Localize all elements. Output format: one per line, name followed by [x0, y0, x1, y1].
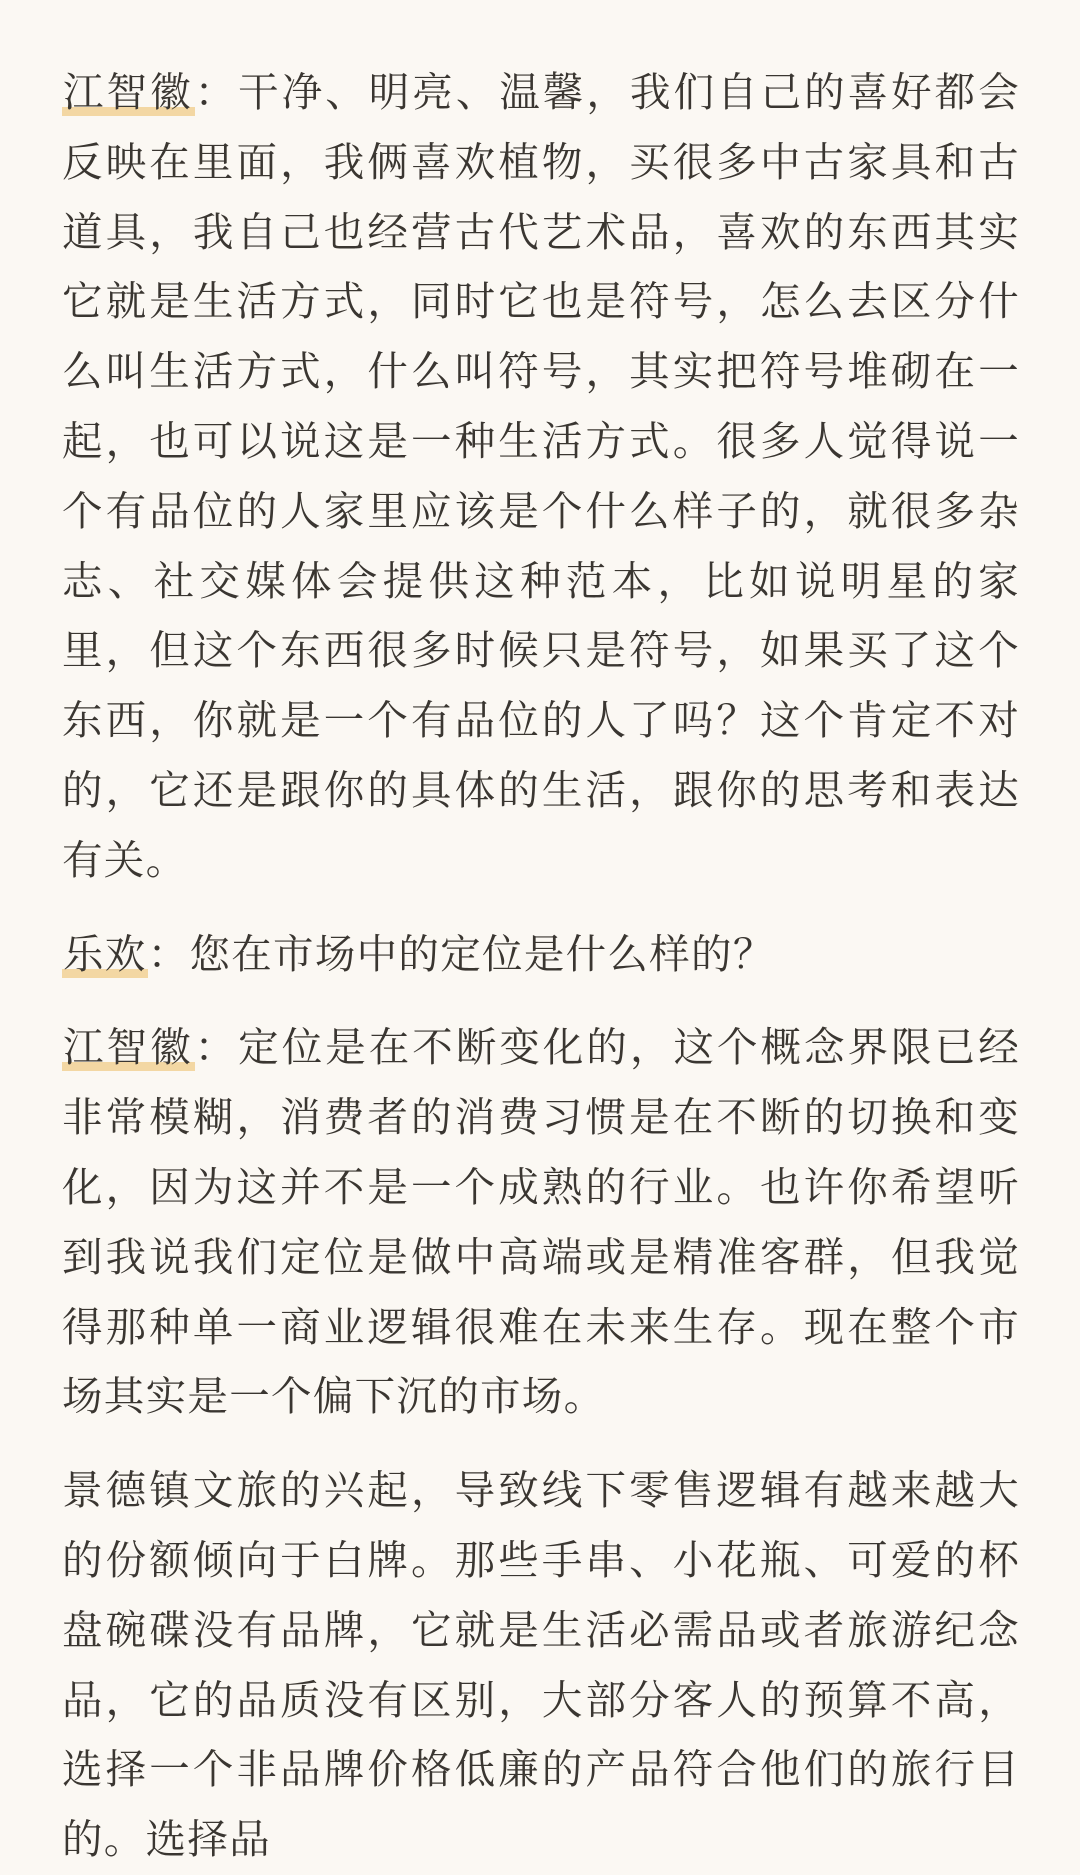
speaker-name: 江智徽 — [63, 68, 194, 116]
body-paragraph — [62, 1456, 1020, 1875]
speaker-colon: ： — [194, 1023, 239, 1072]
speaker-colon: ： — [194, 68, 239, 116]
speaker-colon: ： — [147, 929, 190, 978]
paragraph-text: 干净、明亮、温馨，我们自己的喜好都会反映在里面，我俩喜欢植物，买很多中古家具和古道具，我自己也经营古代艺术品，喜欢的东西其实它就是生活方式，同时它也是符号，怎么去区分什么叫生活方式，什么叫符号，其实把符号堆砌在一起，也可以说这是一种生活方式。很多人觉得说一个有品位的人家里应该是个什么样子的，就很多杂志、社交媒体会提供这种范本，比如说明星的家里，但这个东西很多时候只是符号，如果买了这个东西，你就是一个有品位的人了吗？这个肯定不对的，它还是跟你的具体的生活，跟你的思考和表达有关。 — [62, 68, 1021, 884]
speaker-name: 乐欢 — [63, 929, 147, 978]
paragraph-text: 您在市场中的定位是什么样的？ — [189, 929, 775, 978]
paragraph-text: 景德镇文旅的兴起，导致线下零售逻辑有越来越大的份额倾向于白牌。那些手串、小花瓶、可爱的杯盘碗碟没有品牌，它就是生活必需品或者旅游纪念品，它的品质没有区别，大部分客人的预算不高，选择一个非品牌价格低廉的产品符合他们的旅行目的。选择品 — [62, 1466, 1020, 1864]
interview-answer — [62, 1013, 1020, 1432]
paragraph-text: 定位是在不断变化的，这个概念界限已经非常模糊，消费者的消费习惯是在不断的切换和变化，因为这并不是一个成熟的行业。也许你希望听到我说我们定位是做中高端或是精准客群，但我觉得那种单一商业逻辑很难在未来生存。现在整个市场其实是一个偏下沉的市场。 — [62, 1023, 1021, 1421]
interview-question — [62, 920, 1020, 990]
speaker-name: 江智徽 — [63, 1023, 194, 1072]
interview-answer — [62, 58, 1020, 896]
